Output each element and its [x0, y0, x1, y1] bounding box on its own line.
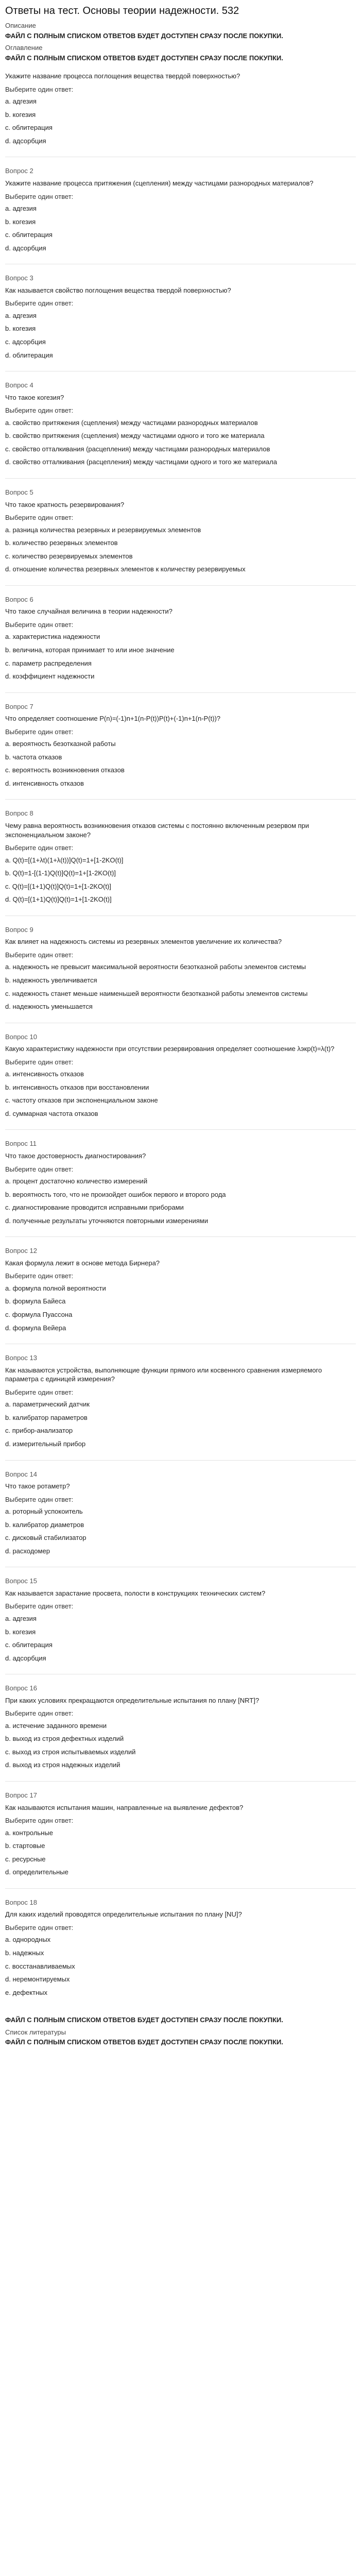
choose-one-label: Выберите один ответ: [5, 1602, 74, 1611]
choose-one-label: Выберите один ответ: [5, 844, 74, 852]
answer-option[interactable]: d. измерительный прибор [5, 1439, 86, 1448]
question-text: Для каких изделий проводятся определительные испытания по плану [NU]? [5, 1910, 242, 1919]
question-number: Вопрос 6 [5, 595, 33, 603]
answer-option[interactable]: e. дефектных [5, 1988, 48, 1996]
answer-option[interactable]: d. надежность уменьшается [5, 1003, 93, 1011]
answer-option[interactable]: d. облитерация [5, 351, 53, 359]
answer-option[interactable]: d. полученные результаты уточняются повторными измерениями [5, 1216, 208, 1225]
answer-option[interactable]: b. калибратор диаметров [5, 1520, 84, 1529]
answer-option[interactable]: b. формула Байеса [5, 1297, 66, 1306]
answer-option[interactable]: a. адгезия [5, 97, 37, 106]
choose-one-label: Выберите один ответ: [5, 1495, 74, 1503]
question-block [5, 72, 356, 157]
question-block [5, 595, 356, 693]
question-text: Как влияет на надежность системы из резервных элементов увеличение их количества? [5, 938, 282, 946]
answer-option[interactable]: d. адсорбция [5, 244, 46, 252]
question-number: Вопрос 15 [5, 1577, 37, 1585]
choose-one-label: Выберите один ответ: [5, 406, 74, 415]
answer-option[interactable]: a. адгезия [5, 1614, 37, 1622]
question-number: Вопрос 17 [5, 1791, 37, 1799]
page-title: Ответы на тест. Основы теории надежности. 532 [5, 5, 239, 16]
choose-one-label: Выберите один ответ: [5, 951, 74, 959]
answer-option[interactable]: b. стартовые [5, 1842, 45, 1850]
choose-one-label: Выберите один ответ: [5, 620, 74, 629]
toc-label: Оглавление [5, 44, 43, 52]
choose-one-label: Выберите один ответ: [5, 1709, 74, 1718]
question-text: Как называются устройства, выполняющие функции прямого или косвенного сравнения измеряемого параметра с единицей измерения? [5, 1366, 322, 1383]
question-block [5, 1246, 356, 1344]
answer-option[interactable]: c. частоту отказов при экспоненциальном законе [5, 1096, 158, 1105]
answer-option[interactable]: c. Q(t)=[(1+1)Q(t)]Q(t)=1+[1-2KO(t)] [5, 882, 111, 890]
answer-option[interactable]: a. вероятность безотказной работы [5, 740, 116, 748]
question-number: Вопрос 12 [5, 1247, 37, 1255]
answer-option[interactable]: a. адгезия [5, 311, 37, 319]
question-block [5, 381, 356, 479]
answer-option[interactable]: b. выход из строя дефектных изделий [5, 1735, 124, 1743]
choose-one-label: Выберите один ответ: [5, 1058, 74, 1066]
answer-option[interactable]: b. частота отказов [5, 753, 62, 761]
answer-option[interactable]: c. облитерация [5, 124, 53, 132]
question-text: При каких условиях прекращаются определительные испытания по плану [NRT]? [5, 1696, 260, 1704]
question-number: Вопрос 10 [5, 1032, 37, 1041]
answer-option[interactable]: a. разница количества резервных и резервируемых элементов [5, 526, 201, 534]
question-text: Укажите название процесса поглощения вещества твердой поверхностью? [5, 72, 240, 80]
question-block [5, 1470, 356, 1568]
question-text: Какая формула лежит в основе метода Бирнера? [5, 1259, 160, 1267]
answer-option[interactable]: c. облитерация [5, 231, 53, 239]
answer-option[interactable]: b. количество резервных элементов [5, 539, 118, 547]
answer-option[interactable]: c. свойство отталкивания (расцепления) между частицами разнородных материалов [5, 445, 270, 453]
answer-option[interactable]: a. однородных [5, 1936, 51, 1944]
question-block [5, 1577, 356, 1674]
answer-option[interactable]: c. диагностирование проводится исправными приборами [5, 1204, 184, 1212]
question-text: Как называется свойство поглощения вещества твердой поверхностью? [5, 286, 231, 294]
answer-option[interactable]: b. свойство притяжения (сцепления) между частицами одного и того же материала [5, 432, 265, 440]
answer-option[interactable]: a. интенсивность отказов [5, 1070, 84, 1078]
answer-option[interactable]: c. вероятность возникновения отказов [5, 766, 125, 774]
question-text: Что такое ротаметр? [5, 1482, 70, 1490]
choose-one-label: Выберите один ответ: [5, 1817, 74, 1825]
answer-option[interactable]: d. расходомер [5, 1547, 50, 1555]
question-text: Укажите название процесса притяжения (сцепления) между частицами разнородных материалов? [5, 179, 314, 188]
footer-block [5, 2015, 356, 2047]
question-number: Вопрос 3 [5, 274, 33, 282]
question-block [5, 1139, 356, 1237]
answer-option[interactable]: b. вероятность того, что не произойдет ошибок первого и второго рода [5, 1190, 226, 1198]
answer-option[interactable]: a. истечение заданного времени [5, 1721, 107, 1730]
question-block [5, 702, 356, 800]
question-number: Вопрос 16 [5, 1684, 37, 1692]
answer-option[interactable]: c. адсорбция [5, 338, 46, 346]
intro-block [5, 21, 356, 62]
question-block [5, 274, 356, 371]
question-text: Чему равна вероятность возникновения отказов системы с постоянно включенным резервом при экспоненциальном законе? [5, 821, 310, 839]
answer-option[interactable]: c. восстанавливаемых [5, 1962, 75, 1970]
answer-option[interactable]: a. роторный успокоитель [5, 1507, 83, 1516]
answer-option[interactable]: c. прибор-анализатор [5, 1427, 73, 1435]
question-block [5, 1791, 356, 1889]
question-number: Вопрос 13 [5, 1354, 37, 1362]
answer-option[interactable]: c. облитерация [5, 1641, 53, 1649]
question-number: Вопрос 7 [5, 702, 33, 710]
purchase-banner-2: ФАЙЛ С ПОЛНЫМ СПИСКОМ ОТВЕТОВ БУДЕТ ДОСТУПЕН СРАЗУ ПОСЛЕ ПОКУПКИ. [5, 54, 283, 62]
answer-option[interactable]: c. выход из строя испытываемых изделий [5, 1748, 136, 1756]
choose-one-label: Выберите один ответ: [5, 299, 74, 308]
description-label: Описание [5, 22, 36, 29]
question-number: Вопрос 5 [5, 488, 33, 496]
questions-list [5, 72, 356, 2008]
answer-option[interactable]: a. параметрический датчик [5, 1400, 90, 1409]
answer-option[interactable]: b. величина, которая принимает то или иное значение [5, 646, 175, 654]
literature-label: Список литературы [5, 2028, 66, 2036]
question-block [5, 809, 356, 916]
question-text: Что такое кратность резервирования? [5, 500, 125, 509]
choose-one-label: Выберите один ответ: [5, 85, 74, 93]
question-number: Вопрос 9 [5, 925, 33, 934]
question-number: Вопрос 2 [5, 167, 33, 175]
answer-option[interactable]: c. дисковый стабилизатор [5, 1534, 87, 1542]
question-text: Как называются испытания машин, направленные на выявление дефектов? [5, 1803, 244, 1811]
footer-banner: ФАЙЛ С ПОЛНЫМ СПИСКОМ ОТВЕТОВ БУДЕТ ДОСТУПЕН СРАЗУ ПОСЛЕ ПОКУПКИ. [5, 2016, 283, 2024]
answer-option[interactable]: d. неремонтируемых [5, 1975, 70, 1984]
answer-option[interactable]: d. адсорбция [5, 1654, 46, 1662]
answer-option[interactable]: b. калибратор параметров [5, 1413, 88, 1421]
question-block [5, 1684, 356, 1782]
choose-one-label: Выберите один ответ: [5, 1165, 74, 1173]
question-text: Как называется зарастание просвета, полости в конструкциях технических систем? [5, 1589, 266, 1597]
answer-option[interactable]: c. надежность станет меньше наименьшей вероятности безотказной работы элементов системы [5, 989, 308, 997]
question-block [5, 166, 356, 264]
answer-option[interactable]: c. формула Пуассона [5, 1311, 73, 1319]
answer-option[interactable]: a. характеристика надежности [5, 633, 100, 641]
question-block [5, 1898, 356, 2008]
answer-option[interactable]: a. надежность не превысит максимальной вероятности безотказной работы элементов системы [5, 963, 306, 971]
answer-option[interactable]: d. интенсивность отказов [5, 779, 84, 787]
answer-option[interactable]: d. свойство отталкивания (расцепления) между частицами одного и того же материала [5, 458, 277, 466]
choose-one-label: Выберите один ответ: [5, 1923, 74, 1931]
answer-option[interactable]: b. когезия [5, 217, 36, 226]
answer-option[interactable]: d. коэффициент надежности [5, 672, 95, 681]
answer-option[interactable]: a. свойство притяжения (сцепления) между частицами разнородных материалов [5, 418, 258, 427]
answer-option[interactable]: a. процент достаточно количество измерений [5, 1177, 148, 1185]
choose-one-label: Выберите один ответ: [5, 1272, 74, 1280]
answer-option[interactable]: b. Q(t)=1-[(1-1)Q(t)]Q(t)=1+[1-2KO(t)] [5, 869, 116, 877]
choose-one-label: Выберите один ответ: [5, 727, 74, 736]
answer-option[interactable]: b. надежных [5, 1949, 44, 1957]
choose-one-label: Выберите один ответ: [5, 192, 74, 200]
answer-option[interactable]: d. отношение количества резервных элементов к количеству резервируемых [5, 565, 246, 573]
answer-option[interactable]: d. адсорбция [5, 137, 46, 145]
answer-option[interactable]: c. ресурсные [5, 1855, 46, 1863]
answer-option[interactable]: d. суммарная частота отказов [5, 1109, 98, 1117]
question-block [5, 488, 356, 586]
question-text: Что такое когезия? [5, 393, 64, 401]
question-number: Вопрос 8 [5, 809, 33, 818]
answer-option[interactable]: b. когезия [5, 325, 36, 333]
answer-option[interactable]: c. параметр распределения [5, 659, 92, 667]
answer-option[interactable]: d. формула Вейера [5, 1324, 66, 1332]
question-text: Какую характеристику надежности при отсутствии резервирования определяет соотношение λэкр(t)=λ(t)? [5, 1045, 335, 1053]
answer-option[interactable]: a. формула полной вероятности [5, 1284, 106, 1292]
answer-option[interactable]: a. контрольные [5, 1828, 53, 1837]
question-text: Что определяет соотношение P(n)=(-1)n+1(n-P(t))P(t)+(-1)n+1(n-P(t))? [5, 715, 221, 723]
answer-option[interactable]: b. интенсивность отказов при восстановлении [5, 1083, 149, 1091]
answer-option[interactable]: b. когезия [5, 1628, 36, 1636]
answer-option[interactable]: d. определительные [5, 1868, 68, 1876]
question-number: Вопрос 18 [5, 1898, 37, 1906]
question-block [5, 1353, 356, 1460]
choose-one-label: Выберите один ответ: [5, 514, 74, 522]
answer-option[interactable]: a. Q(t)=[(1+λt)(1+λ(t))]Q(t)=1+[1-2KO(t)] [5, 856, 124, 864]
answer-option[interactable]: d. Q(t)=[(1+1)Q(t)]Q(t)=1+[1-2KO(t)] [5, 895, 112, 904]
question-block [5, 1032, 356, 1130]
question-number: Вопрос 14 [5, 1470, 37, 1478]
choose-one-label: Выберите один ответ: [5, 1388, 74, 1396]
footer-banner-2: ФАЙЛ С ПОЛНЫМ СПИСКОМ ОТВЕТОВ БУДЕТ ДОСТУПЕН СРАЗУ ПОСЛЕ ПОКУПКИ. [5, 2038, 283, 2046]
purchase-banner: ФАЙЛ С ПОЛНЫМ СПИСКОМ ОТВЕТОВ БУДЕТ ДОСТУПЕН СРАЗУ ПОСЛЕ ПОКУПКИ. [5, 31, 283, 40]
question-block [5, 925, 356, 1023]
answer-option[interactable]: d. выход из строя надежных изделий [5, 1761, 121, 1769]
question-text: Что такое случайная величина в теории надежности? [5, 607, 173, 616]
answer-option[interactable]: b. когезия [5, 110, 36, 118]
answer-option[interactable]: c. количество резервируемых элементов [5, 552, 133, 560]
question-text: Что такое достоверность диагностирования? [5, 1152, 146, 1160]
question-number: Вопрос 4 [5, 381, 33, 389]
answer-option[interactable]: b. надежность увеличивается [5, 976, 97, 984]
question-number: Вопрос 11 [5, 1140, 37, 1148]
answer-option[interactable]: a. адгезия [5, 205, 37, 213]
